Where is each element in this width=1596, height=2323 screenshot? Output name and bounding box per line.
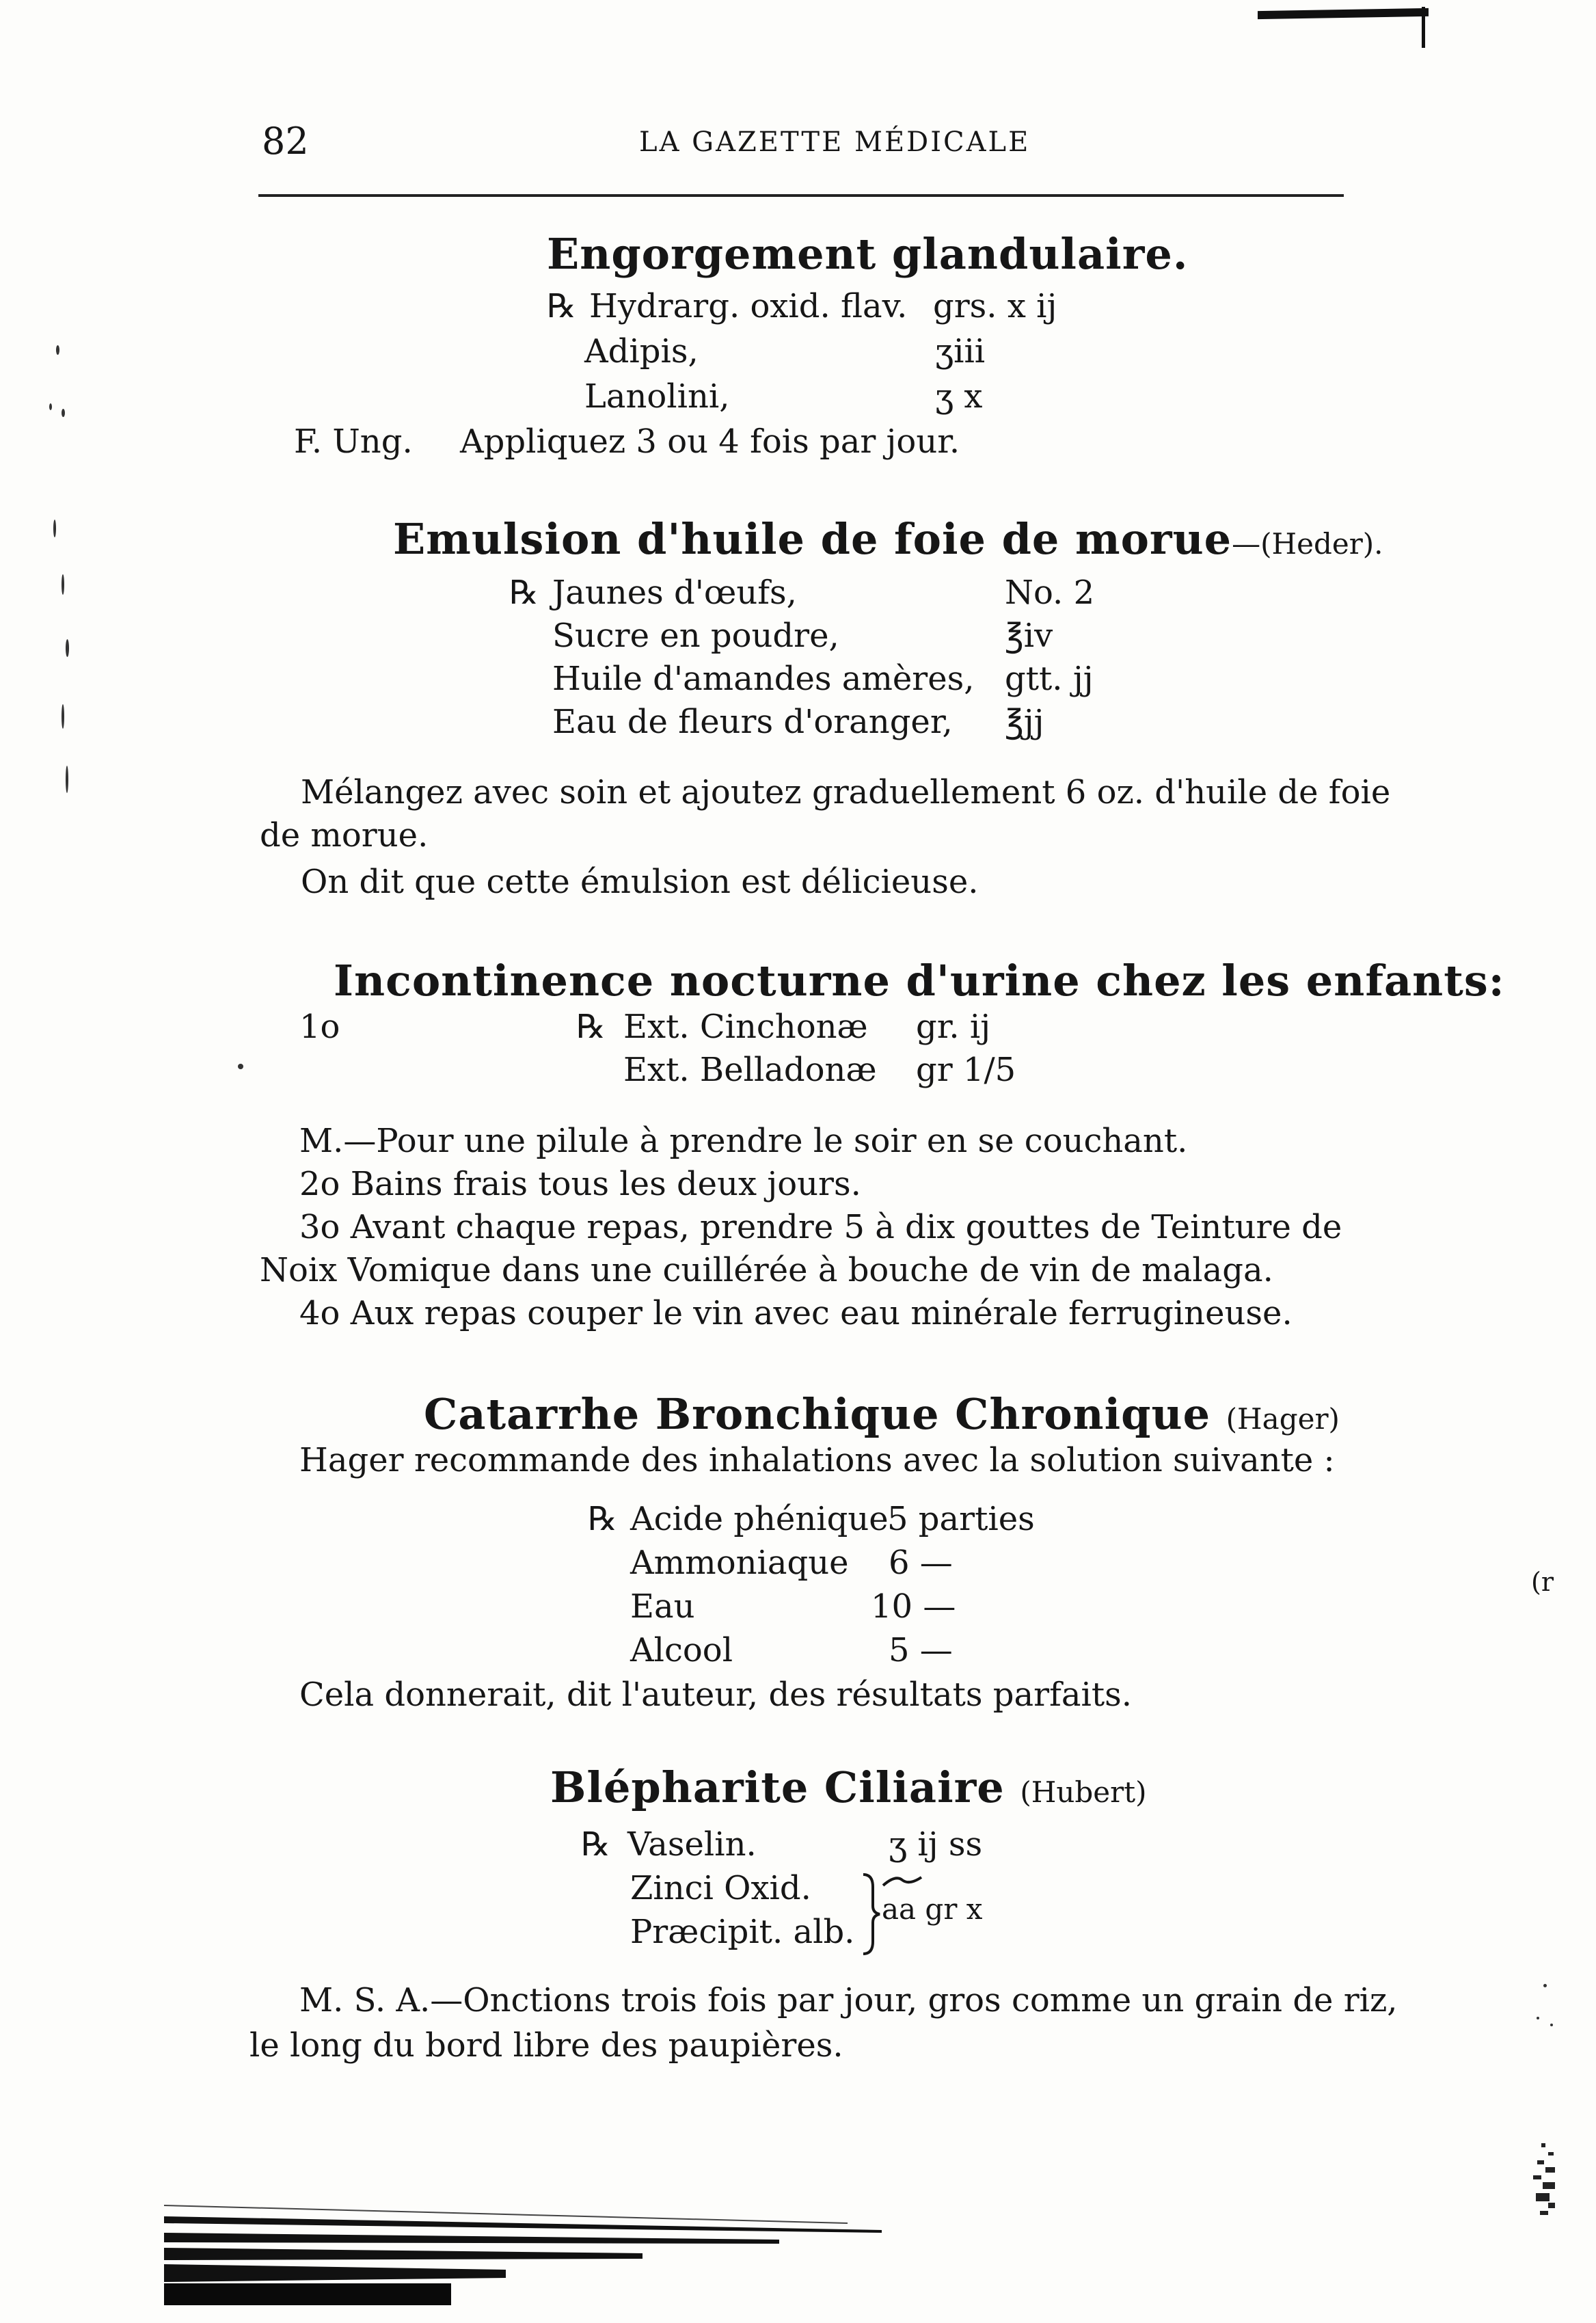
rx-symbol: ℞ [581,1825,611,1864]
ingredient: Acide phénique [630,1500,889,1538]
quantity: gr. ij [916,1008,991,1046]
header-rule [258,194,1344,197]
section-title-engorgement: Engorgement glandulaire. [547,229,1189,279]
tilde-mark [882,1875,923,1888]
margin-mark: (r [1531,1567,1554,1597]
quantity: ʒiii [935,332,986,371]
ingredient: Sucre en poudre, [552,617,839,655]
ingredient: Hydrarg. oxid. flav. [589,287,908,325]
ingredient: Zinci Oxid. [630,1869,811,1907]
quantity: gr 1/5 [916,1051,1016,1089]
ingredient: Eau [630,1587,695,1626]
scan-noise-cluster [1528,2140,1569,2222]
rx-symbol: ℞ [509,574,539,612]
paragraph-note: On dit que cette émulsion est délicieuse. [301,863,979,901]
paragraph-line: 4o Aux repas couper le vin avec eau minérale ferrugineuse. [299,1294,1293,1332]
paragraph-line: 2o Bains frais tous les deux jours. [299,1165,861,1203]
quantity: grs. x ij [933,287,1057,325]
scan-speck [66,639,69,657]
brace-quantity: aa gr x [882,1892,983,1926]
paragraph-line: M. S. A.—Onctions trois fois par jour, gros comme un grain de riz, [299,1981,1398,2019]
scan-speck [1537,2017,1539,2019]
scan-artifact-bottom [164,2203,916,2312]
paragraph-line: 3o Avant chaque repas, prendre 5 à dix gouttes de Teinture de [299,1208,1342,1246]
ingredient: Vaselin. [627,1825,757,1864]
scan-speck [238,1064,243,1069]
section-title-text: Blépharite Ciliaire [550,1762,1005,1812]
section-title-blepharite [550,1762,1146,1812]
rx-symbol: ℞ [588,1500,618,1538]
quantity: No. 2 [1005,574,1095,612]
paragraph-line: de morue. [260,816,429,855]
scan-speck [62,704,64,729]
scan-speck [56,345,59,355]
scan-speck [62,409,65,417]
ingredient: Eau de fleurs d'oranger, [552,703,953,741]
paragraph-line: le long du bord libre des paupières. [249,2026,843,2065]
ingredient: Adipis, [584,332,699,371]
rx-symbol: ℞ [547,287,577,325]
ingredient: Alcool [630,1631,733,1669]
scan-artifact-top [1258,8,1429,19]
section-title-text: Emulsion d'huile de foie de morue [393,514,1232,564]
running-title: LA GAZETTE MÉDICALE [639,126,1031,158]
paragraph-line: Mélangez avec soin et ajoutez graduellement 6 oz. d'huile de foie [301,773,1391,811]
ingredient: Huile d'amandes amères, [552,660,975,698]
page-number: 82 [262,120,309,163]
quantity: 5 parties [887,1500,1035,1538]
quantity: gtt. jj [1005,660,1094,698]
quantity: ℥iv [1005,617,1053,655]
ingredient: Ext. Belladonæ [623,1051,877,1089]
section-title-catarrhe [424,1389,1340,1439]
section-author: (Hager) [1226,1402,1340,1436]
section-title-text: Catarrhe Bronchique Chronique [424,1389,1211,1439]
scan-artifact-tick [1422,7,1425,48]
ingredient: Jaunes d'œufs, [552,574,797,612]
scan-speck [62,574,64,595]
ingredient: Præcipit. alb. [630,1913,855,1951]
quantity: ℥jj [1005,703,1044,741]
quantity: ʒ ij ss [889,1825,983,1864]
section-title-incontinence: Incontinence nocturne d'urine chez les enfants: [334,956,1505,1006]
quantity: 6 — [889,1544,953,1582]
ingredient: Lanolini, [584,377,730,416]
quantity: 10 — [871,1587,956,1626]
scan-speck [1550,2024,1553,2026]
item-number: 1o [299,1008,340,1046]
quantity: ʒ x [935,377,983,416]
scan-speck [49,403,52,410]
scan-speck [1543,1984,1547,1987]
section-author: —(Heder). [1232,527,1383,561]
section-author: (Hubert) [1020,1775,1147,1809]
rx-symbol: ℞ [576,1008,606,1046]
brace-mark [858,1873,885,1955]
quantity: 5 — [889,1631,953,1669]
section-intro: Hager recommande des inhalations avec la solution suivante : [299,1441,1335,1479]
scan-speck [53,520,56,537]
section-title-emulsion [393,514,1383,564]
ingredient: Ext. Cinchonæ [623,1008,868,1046]
section-conclusion: Cela donnerait, dit l'auteur, des résultats parfaits. [299,1676,1132,1714]
paragraph-line: M.—Pour une pilule à prendre le soir en se couchant. [299,1122,1188,1160]
direction-label: F. Ung. [294,422,413,461]
paragraph-line: Noix Vomique dans une cuillérée à bouche de vin de malaga. [260,1251,1273,1289]
ingredient: Ammoniaque [630,1544,849,1582]
scan-speck [66,766,68,793]
direction-text: Appliquez 3 ou 4 fois par jour. [460,422,960,461]
